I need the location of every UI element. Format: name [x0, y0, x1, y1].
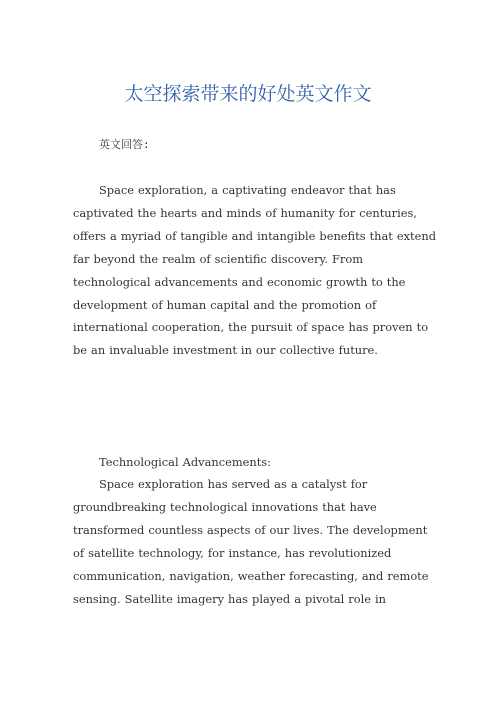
- answer-label: 英文回答:: [99, 138, 150, 151]
- intro-paragraph: Space exploration, a captivating endeavor that has captivated the hearts and minds of humanity for centuries, offers a myriad of tangible and intangible benefits that extend far beyond the realm of scientific discovery. From technological advancements and economic growth to the development of human capital and the promotion of international cooperation, the pursuit of space has proven to be an invaluable investment in our collective future.: [73, 183, 436, 358]
- body-paragraph: Space exploration has served as a catalyst for groundbreaking technological innovations that have transformed countless aspects of our lives. The development of satellite technology, for instance, has revolutionized communication, navigation, weather forecasting, and remote sensing. Satellite imagery has played a pivotal role in: [73, 477, 429, 606]
- section-heading: Technological Advancements:: [99, 455, 271, 469]
- document-title: 太空探索带来的好处英文作文: [124, 83, 372, 105]
